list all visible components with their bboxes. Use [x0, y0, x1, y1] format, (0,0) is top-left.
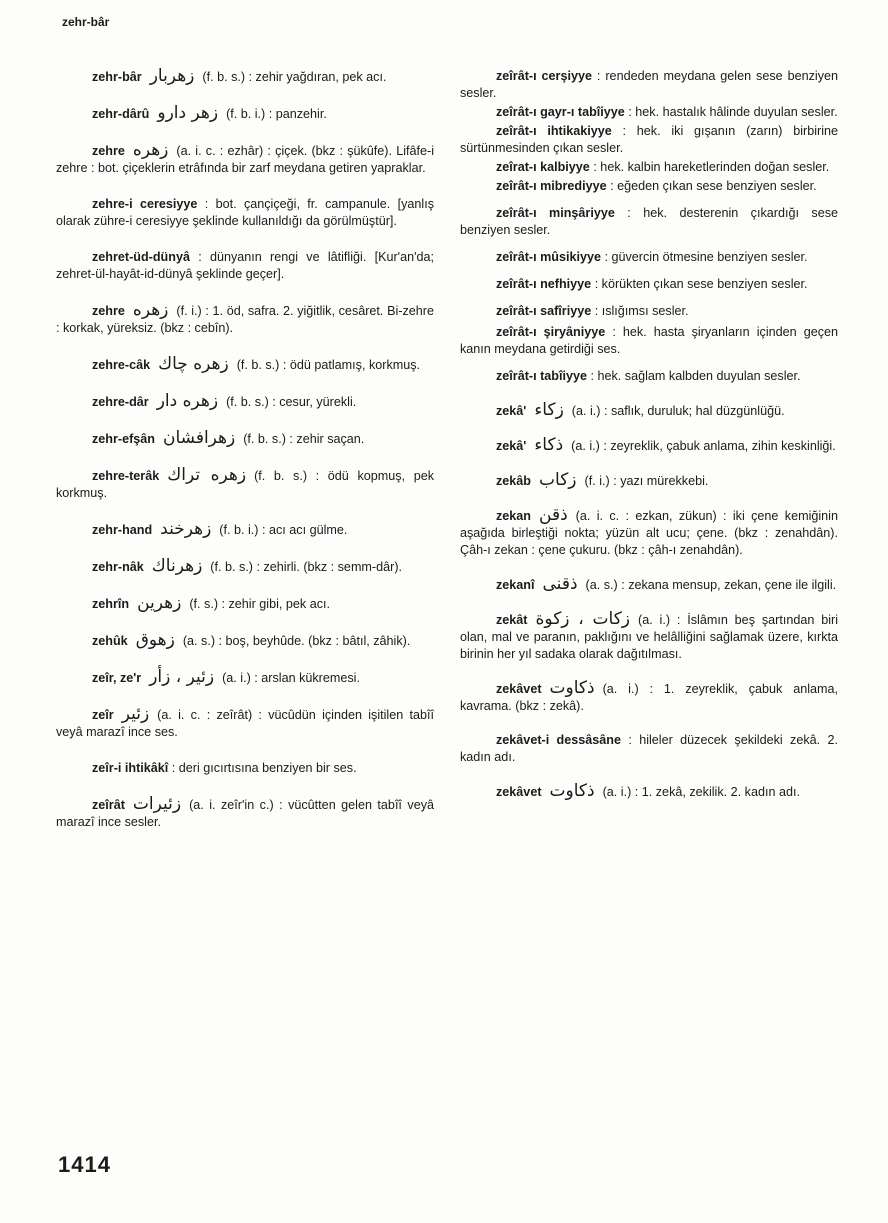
entry-headword: zekâvet: [496, 785, 542, 799]
entry-definition: (a. i.) : İslâmın beş şartından biri olan, mal ve paranın, paklığını ve helâlliğini sağlamak üzere, kırkta birinin her yıl sadaka olarak dağıtılması.: [460, 613, 838, 661]
entry-definition: : güvercin ötmesine benziyen sesler.: [604, 250, 808, 264]
dictionary-entry: [460, 732, 838, 766]
entry-headword: zehrîn: [92, 597, 130, 611]
entry-definition: (f. b. s.) : zehir yağdıran, pek acı.: [202, 70, 387, 84]
dictionary-entry: [56, 595, 434, 613]
entry-arabic-script: زئيرات: [132, 794, 182, 814]
entry-arabic-script: زهره: [132, 140, 169, 160]
entry-arabic-script: زكات ، زكوة: [535, 609, 630, 629]
entry-definition: (a. i. c. : zeîrât) : vücûdün içinden işitilen tabîî veyâ marazî ince ses.: [56, 708, 434, 739]
entry-arabic-script: زهره تراك: [167, 465, 247, 485]
entry-definition: (f. b. s.) : zehirli. (bkz : semm-dâr).: [210, 560, 403, 574]
entry-arabic-script: ذقنى: [542, 574, 578, 594]
dictionary-entry: [56, 521, 434, 539]
entry-definition: (f. b. s.) : ödü kopmuş, pek korkmuş.: [56, 469, 434, 500]
entry-headword: zehre-câk: [92, 358, 151, 372]
entry-arabic-script: زهوق: [135, 630, 175, 650]
entry-definition: (a. s.) : boş, beyhûde. (bkz : bâtıl, zâhik).: [182, 634, 411, 648]
entry-headword: zehûk: [92, 634, 128, 648]
entry-definition: : rendeden meydana gelen sese benziyen sesler.: [460, 69, 839, 100]
dictionary-entry: [460, 178, 838, 195]
entry-headword: zehre-dâr: [92, 395, 149, 409]
dictionary-entry: [460, 123, 838, 157]
dictionary-entry: [460, 507, 838, 559]
right-column: [460, 68, 838, 801]
entry-headword: zehr-dârû: [92, 107, 150, 121]
entry-arabic-script: زهره چاك: [158, 354, 229, 374]
entry-headword: zeîrât-ı tabîiyye: [496, 369, 587, 383]
dictionary-entry: [56, 302, 434, 337]
entry-definition: : hek. hasta şiryanların içinden geçen kanın meydana getirdiği ses.: [460, 325, 839, 356]
dictionary-entry: [460, 324, 838, 358]
dictionary-entry: [460, 402, 838, 420]
dictionary-entry: [460, 576, 838, 594]
dictionary-entry: [460, 611, 838, 663]
entry-arabic-script: زهرافشان: [163, 428, 236, 448]
entry-arabic-script: زئير ، زأر: [149, 667, 215, 687]
entry-definition: (a. i. c. : ezkan, zükun) : iki çene kemiğinin aşağıda birleştiği nokta; yüzün alt ucu; çene. (bkz : zenahdân). Çâh-ı zekan : çene çukuru. (bkz : çâh-ı zenahdân).: [460, 509, 838, 557]
entry-arabic-script: ذقن: [539, 505, 568, 525]
entry-headword: zeîrât-ı cerşiyye: [496, 69, 592, 83]
entry-definition: : hek. desterenin çıkardığı sese benziyen sesler.: [460, 206, 839, 237]
entry-arabic-script: ذكاء: [534, 435, 564, 455]
dictionary-entry: [460, 68, 838, 102]
dictionary-entry: [460, 104, 838, 121]
entry-headword: zehret-üd-dünyâ: [92, 250, 190, 264]
entry-headword: zekâvet: [496, 682, 542, 696]
entry-definition: (f. b. s.) : cesur, yürekli.: [226, 395, 357, 409]
entry-headword: zekâvet-i dessâsâne: [496, 733, 621, 747]
entry-headword: zeîrât-ı gayr-ı tabîiyye: [496, 105, 625, 119]
entry-headword: zeîrât: [92, 798, 125, 812]
dictionary-entry: [56, 796, 434, 831]
entry-definition: (f. i.) : 1. öd, safra. 2. yiğitlik, cesâret. Bi-zehre : korkak, yüreksiz. (bkz : cebîn).: [56, 304, 434, 335]
entry-headword: zehr-hand: [92, 523, 153, 537]
dictionary-entry: [56, 356, 434, 374]
entry-arabic-script: زهربار: [149, 66, 195, 86]
left-column: [56, 68, 434, 831]
entry-definition: (f. b. s.) : zehir saçan.: [243, 432, 365, 446]
entry-arabic-script: زهرخند: [160, 519, 212, 539]
entry-headword: zeîrat-ı kalbiyye: [496, 160, 590, 174]
entry-headword: zeîrât-ı nefhiyye: [496, 277, 592, 291]
entry-definition: (f. b. i.) : panzehir.: [226, 107, 327, 121]
entry-headword: zekâ': [496, 404, 527, 418]
dictionary-entry: [56, 760, 434, 777]
entry-definition: (a. i.) : zeyreklik, çabuk anlama, zihin keskinliği.: [571, 439, 836, 453]
entry-definition: (a. i.) : 1. zekâ, zekilik. 2. kadın adı.: [602, 785, 800, 799]
dictionary-entry: [460, 249, 838, 266]
dictionary-entry: [56, 249, 434, 283]
entry-arabic-script: زهرين: [137, 593, 182, 613]
entry-headword: zehre: [92, 304, 125, 318]
page-number: 1414: [58, 1152, 111, 1177]
entry-headword: zehre-i ceresiyye: [92, 197, 198, 211]
entry-headword: zekâb: [496, 474, 532, 488]
entry-arabic-script: زهره: [132, 300, 169, 320]
entry-arabic-script: زئير: [121, 704, 150, 724]
dictionary-entry: [56, 430, 434, 448]
dictionary-entry: [56, 142, 434, 177]
entry-arabic-script: زهره دار: [156, 391, 219, 411]
entry-headword: zeîrât-ı safîriyye: [496, 304, 592, 318]
dictionary-entry: [460, 303, 838, 320]
dictionary-entry: [56, 105, 434, 123]
dictionary-entry: [56, 467, 434, 502]
entry-arabic-script: زكاب: [539, 470, 577, 490]
entry-definition: (a. i.) : 1. zeyreklik, çabuk anlama, kavrama. (bkz : zekâ).: [460, 682, 838, 713]
entry-definition: (a. i.) : arslan kükremesi.: [222, 671, 360, 685]
entry-definition: : hek. iki gışanın (zarın) birbirine sürtünmesinden çıkan sesler.: [460, 124, 839, 155]
dictionary-entry: [460, 783, 838, 801]
entry-definition: (a. i. zeîr'in c.) : vücûtten gelen tabîî veyâ marazî ince sesler.: [56, 798, 434, 829]
dictionary-entry: [460, 159, 838, 176]
dictionary-entry: [460, 276, 838, 293]
dictionary-entry: [56, 196, 434, 230]
entry-arabic-script: ذكاوت: [549, 678, 595, 698]
running-head: zehr-bâr: [62, 15, 110, 29]
entry-definition: : deri gıcırtısına benziyen bir ses.: [171, 761, 357, 775]
entry-arabic-script: زهرناك: [151, 556, 203, 576]
dictionary-entry: [56, 632, 434, 650]
entry-headword: zeîrât-ı minşâriyye: [496, 206, 615, 220]
entry-definition: : dünyanın rengi ve lâtifliği. [Kur'an'da; zehret-ül-hayât-id-dünyâ şeklinde geçer].: [56, 250, 434, 281]
entry-headword: zehr-efşân: [92, 432, 155, 446]
dictionary-entry: [56, 706, 434, 741]
entry-arabic-script: زكاء: [534, 400, 564, 420]
entry-definition: (a. i.) : saflık, duruluk; hal düzgünlüğü.: [571, 404, 785, 418]
entry-headword: zeîrât-ı ihtikakiyye: [496, 124, 612, 138]
entry-arabic-script: ذكاوت: [549, 781, 595, 801]
entry-headword: zeîr: [92, 708, 114, 722]
entry-definition: (a. s.) : zekana mensup, zekan, çene ile ilgili.: [585, 578, 837, 592]
entry-definition: : eğeden çıkan sese benziyen sesler.: [610, 179, 817, 193]
entry-definition: : hileler düzecek şekildeki zekâ. 2. kadın adı.: [460, 733, 839, 764]
entry-headword: zeîrât-ı mûsikiyye: [496, 250, 601, 264]
dictionary-entry: [460, 368, 838, 385]
entry-definition: (f. i.) : yazı mürekkebi.: [584, 474, 709, 488]
entry-definition: : körükten çıkan sese benziyen sesler.: [594, 277, 808, 291]
entry-headword: zehre: [92, 144, 125, 158]
entry-definition: : hek. kalbin hareketlerinden doğan sesler.: [593, 160, 830, 174]
entry-headword: zehre-terâk: [92, 469, 160, 483]
entry-definition: (f. s.) : zehir gibi, pek acı.: [189, 597, 331, 611]
entry-definition: (f. b. i.) : acı acı gülme.: [219, 523, 348, 537]
entry-headword: zeîrât-ı şiryâniyye: [496, 325, 606, 339]
entry-headword: zehr-nâk: [92, 560, 144, 574]
entry-definition: : hek. sağlam kalbden duyulan sesler.: [590, 369, 801, 383]
entry-headword: zekât: [496, 613, 528, 627]
dictionary-entry: [56, 68, 434, 86]
dictionary-entry: [460, 437, 838, 455]
entry-headword: zekan: [496, 509, 532, 523]
entry-arabic-script: زهر دارو: [157, 103, 219, 123]
entry-definition: (f. b. s.) : ödü patlamış, korkmuş.: [236, 358, 421, 372]
entry-definition: : ıslığımsı sesler.: [594, 304, 689, 318]
dictionary-entry: [460, 472, 838, 490]
entry-headword: zeîr-i ihtikâkî: [92, 761, 169, 775]
entry-headword: zekanî: [496, 578, 535, 592]
entry-headword: zekâ': [496, 439, 527, 453]
dictionary-entry: [56, 669, 434, 687]
entry-definition: : hek. hastalık hâlinde duyulan sesler.: [628, 105, 838, 119]
entry-headword: zehr-bâr: [92, 70, 142, 84]
dictionary-entry: [56, 393, 434, 411]
dictionary-entry: [460, 205, 838, 239]
entry-headword: zeîr, ze'r: [92, 671, 142, 685]
entry-definition: (a. i. c. : ezhâr) : çiçek. (bkz : şükûfe). Lifâfe-i zehre : bot. çiçeklerin etrâfında bir zarf meydana getiren yapraklar.: [56, 144, 434, 175]
entry-headword: zeîrât-ı mibrediyye: [496, 179, 607, 193]
dictionary-entry: [460, 680, 838, 715]
entry-definition: : bot. çançiçeği, fr. campanule. [yanlış olarak zühre-i ceresiyye şeklinde kullanıldığı da görülmüştür].: [56, 197, 434, 228]
dictionary-entry: [56, 558, 434, 576]
